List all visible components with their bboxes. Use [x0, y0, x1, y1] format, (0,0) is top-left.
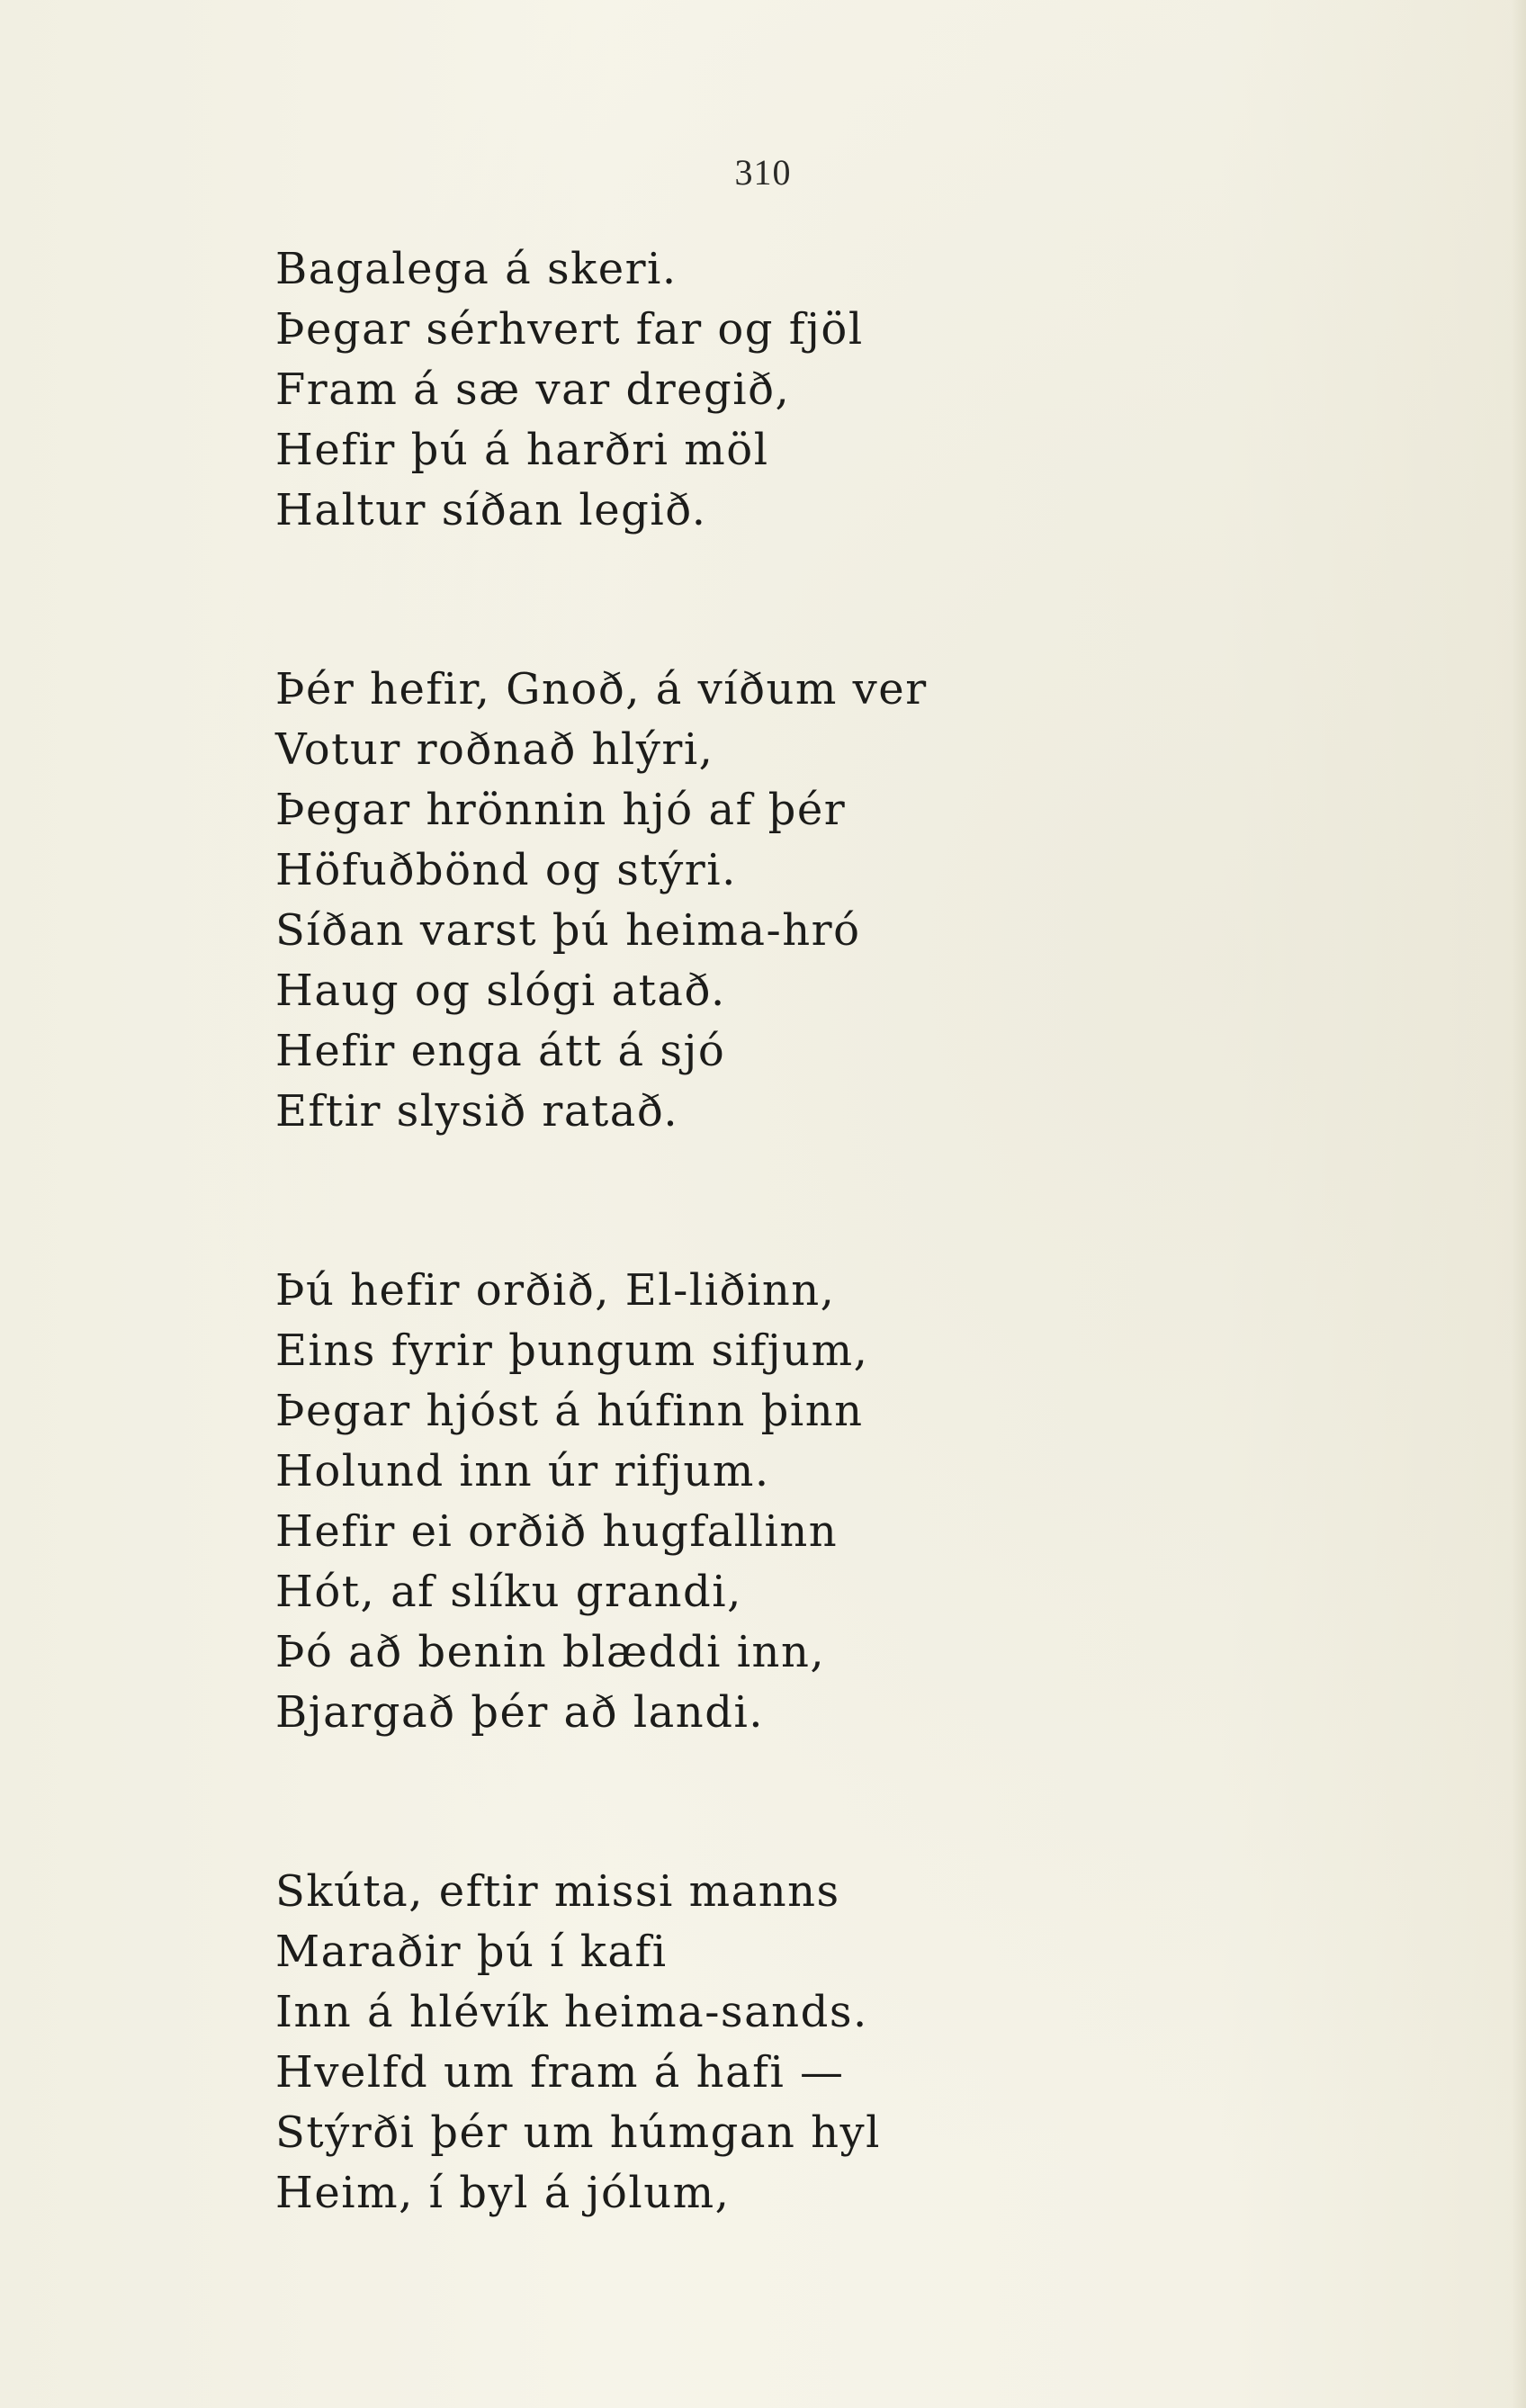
- poem-line: Holund inn úr rifjum.: [275, 1446, 770, 1496]
- poem-line: Hefir enga átt á sjó: [275, 1026, 726, 1076]
- poem: [275, 239, 928, 2224]
- poem-line: Hefir þú á harðri möl: [275, 425, 769, 475]
- poem-line: Votur roðnað hlýri,: [275, 724, 714, 775]
- stanza-3: [275, 1261, 928, 1743]
- poem-line: Heim, í byl á jólum,: [275, 2168, 731, 2218]
- poem-line: Bagalega á skeri.: [275, 244, 678, 294]
- poem-line: Síðan varst þú heima-hró: [275, 905, 861, 956]
- poem-line: Inn á hlévík heima-sands.: [275, 1987, 868, 2037]
- page-number: 310: [734, 152, 792, 193]
- poem-line: Stýrði þér um húmgan hyl: [275, 2107, 882, 2158]
- poem-line: Þú hefir orðið, El-liðinn,: [275, 1265, 836, 1316]
- poem-line: Hefir ei orðið hugfallinn: [275, 1506, 839, 1557]
- poem-line: Skúta, eftir missi manns: [275, 1866, 840, 1917]
- page-edge: [1512, 0, 1526, 2408]
- stanza-2: [275, 660, 928, 1142]
- poem-line: Haug og slógi atað.: [275, 966, 726, 1016]
- poem-line: Eins fyrir þungum sifjum,: [275, 1325, 869, 1376]
- poem-line: Fram á sæ var dregið,: [275, 364, 791, 415]
- poem-line: Hvelfd um fram á hafi —: [275, 2047, 845, 2098]
- poem-line: Þegar sérhvert far og fjöl: [275, 304, 864, 355]
- poem-line: Hót, af slíku grandi,: [275, 1567, 742, 1617]
- poem-line: Þér hefir, Gnoð, á víðum ver: [275, 664, 928, 714]
- poem-line: Maraðir þú í kafi: [275, 1927, 668, 1977]
- poem-line: Þegar hrönnin hjó af þér: [275, 785, 847, 835]
- poem-line: Bjargað þér að landi.: [275, 1687, 765, 1738]
- stanza-1: [275, 239, 928, 541]
- poem-line: Eftir slysið ratað.: [275, 1086, 679, 1137]
- stanza-4: [275, 1862, 928, 2224]
- poem-line: Þegar hjóst á húfinn þinn: [275, 1386, 864, 1436]
- poem-line: Höfuðbönd og stýri.: [275, 845, 737, 895]
- poem-line: Haltur síðan legið.: [275, 485, 707, 535]
- poem-line: Þó að benin blæddi inn,: [275, 1627, 826, 1677]
